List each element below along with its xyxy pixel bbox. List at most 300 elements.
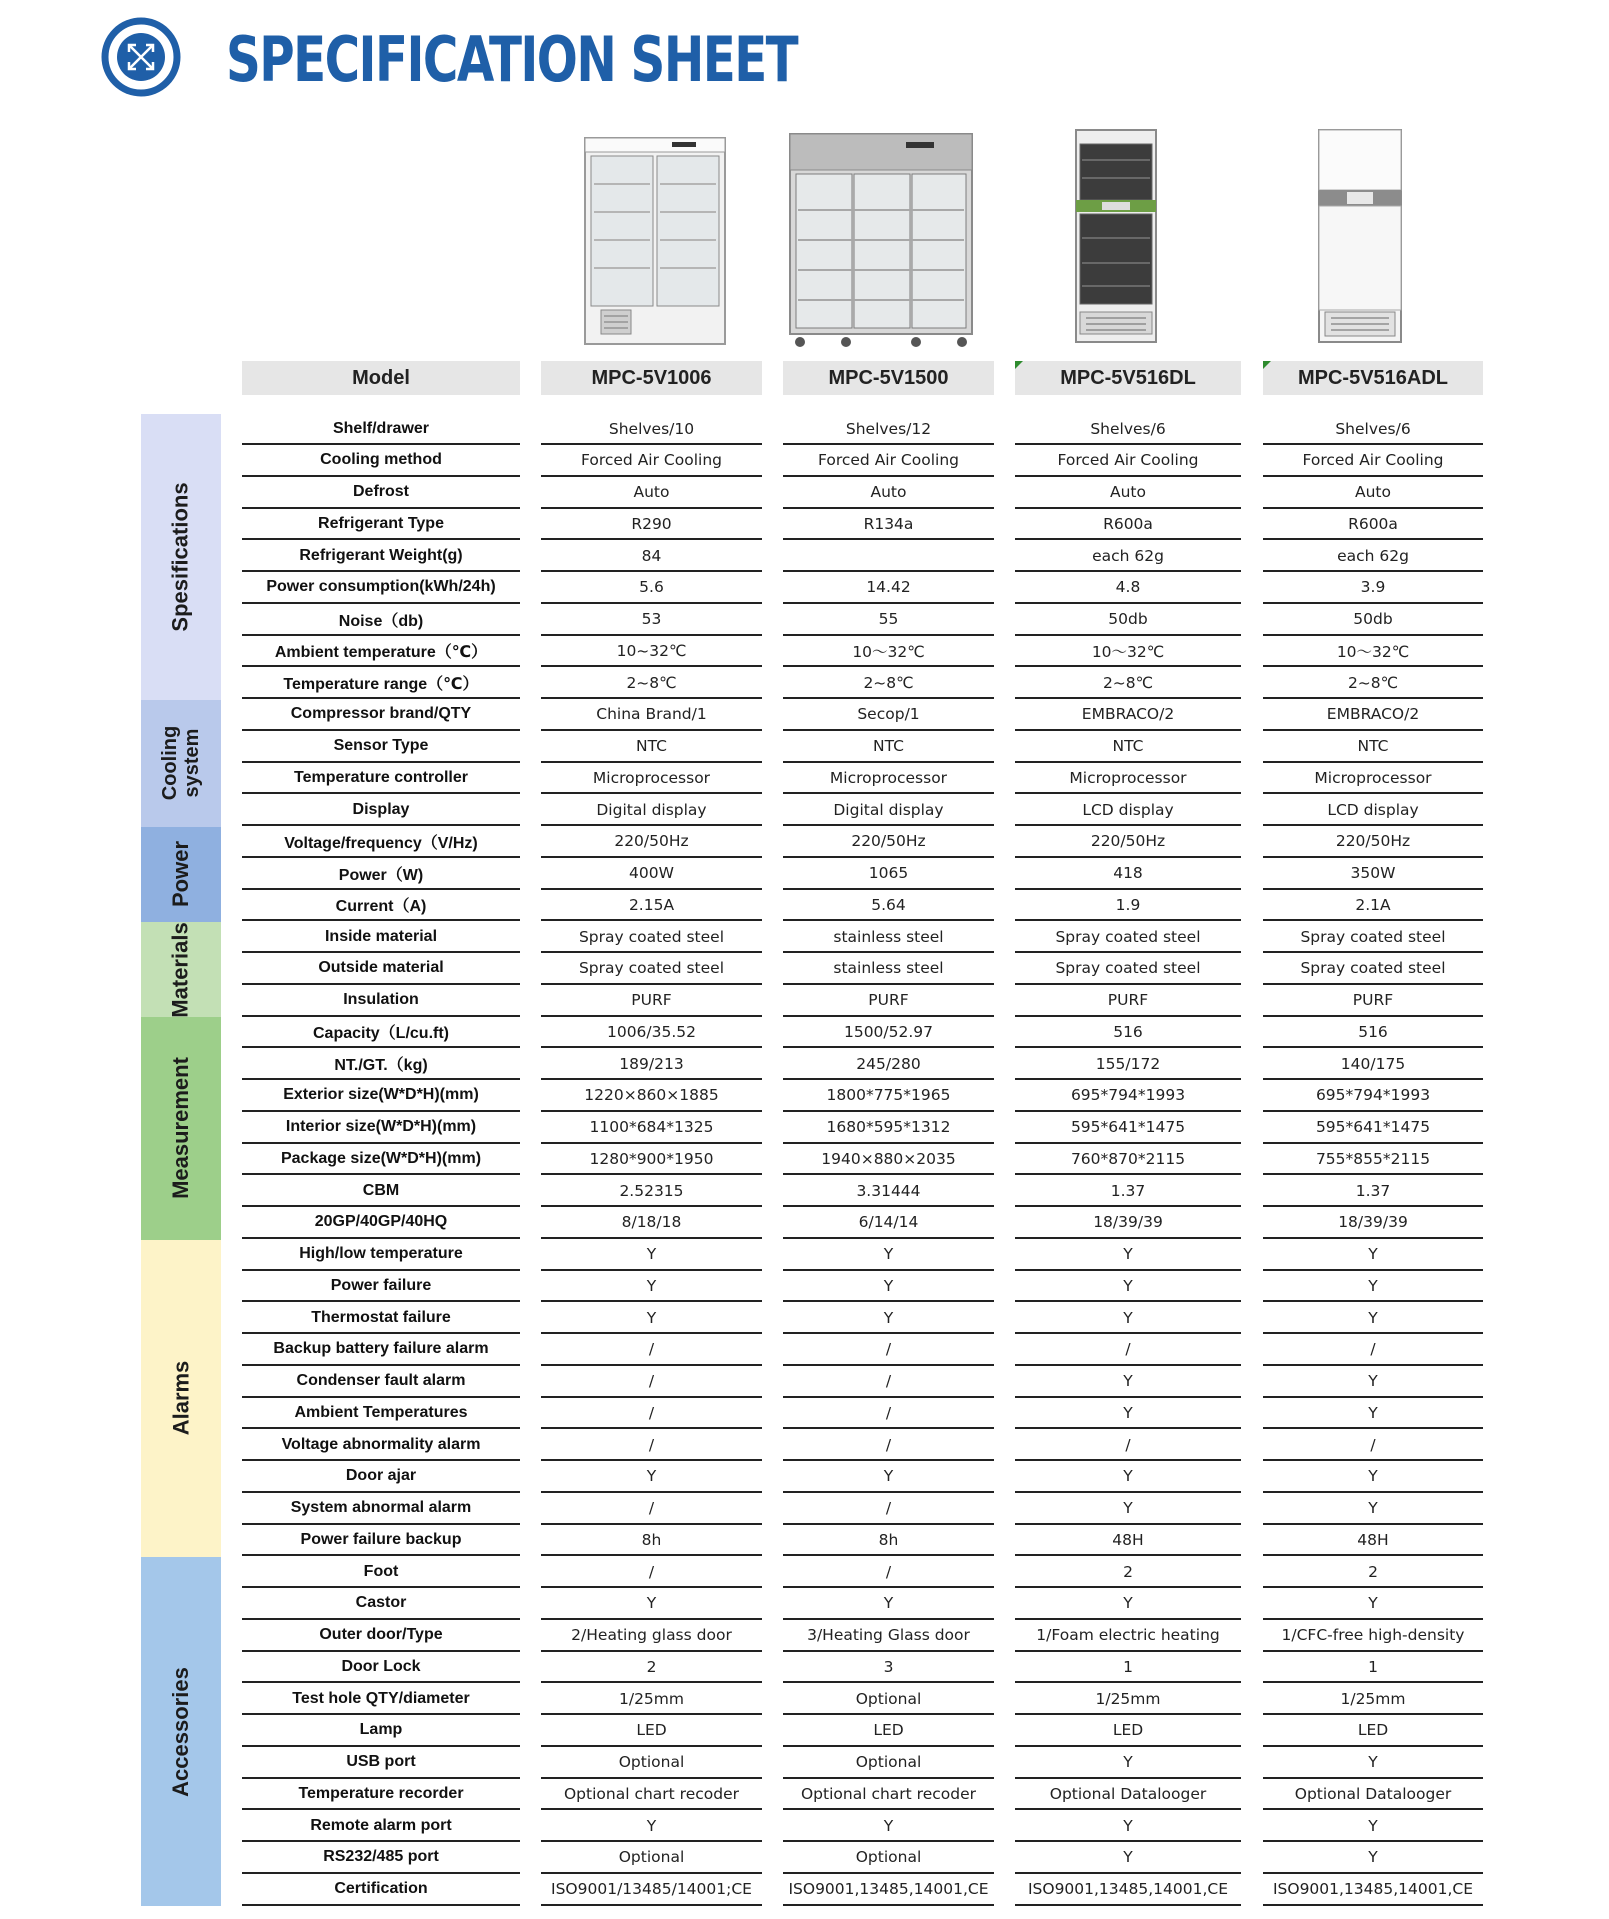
spec-value: Y xyxy=(783,1240,994,1271)
spec-label: Shelf/drawer xyxy=(242,414,520,445)
spec-row xyxy=(0,1589,1609,1621)
spec-value: / xyxy=(1263,1335,1483,1366)
spec-value: Spray coated steel xyxy=(1263,954,1483,985)
spec-value: Y xyxy=(1015,1748,1241,1779)
spec-value: Y xyxy=(541,1271,762,1302)
spec-value: Y xyxy=(541,1462,762,1493)
spec-value: / xyxy=(1263,1430,1483,1461)
spec-row xyxy=(0,1303,1609,1335)
spec-value: 2~8℃ xyxy=(1263,668,1483,699)
spec-value: 220/50Hz xyxy=(541,827,762,858)
spec-value: 1680*595*1312 xyxy=(783,1113,994,1144)
spec-value: 1065 xyxy=(783,859,994,890)
spec-label: Test hole QTY/diameter xyxy=(242,1684,520,1715)
spec-row xyxy=(0,1621,1609,1653)
spec-label: Voltage abnormality alarm xyxy=(242,1430,520,1461)
spec-row xyxy=(0,478,1609,510)
page-title: SPECIFICATION SHEET xyxy=(226,23,798,96)
spec-value: Y xyxy=(783,1271,994,1302)
spec-label: Foot xyxy=(242,1557,520,1588)
spec-value: 8h xyxy=(541,1525,762,1556)
spec-row xyxy=(0,1843,1609,1875)
spec-value: Optional xyxy=(783,1748,994,1779)
spec-value: LCD display xyxy=(1263,795,1483,826)
spec-value: 10～32℃ xyxy=(1015,636,1241,667)
spec-label: CBM xyxy=(242,1176,520,1207)
spec-value: 1/25mm xyxy=(1015,1684,1241,1715)
spec-value: Y xyxy=(541,1589,762,1620)
spec-value: 3.9 xyxy=(1263,573,1483,604)
spec-label: Compressor brand/QTY xyxy=(242,700,520,731)
spec-value: 220/50Hz xyxy=(1263,827,1483,858)
group-label: Accessories xyxy=(168,1666,193,1797)
spec-value: Y xyxy=(541,1240,762,1271)
spec-value: Secop/1 xyxy=(783,700,994,731)
model-header-mpc-5v1006: MPC-5V1006 xyxy=(541,361,762,395)
spec-value: / xyxy=(541,1398,762,1429)
spec-label: Outer door/Type xyxy=(242,1621,520,1652)
spec-row xyxy=(0,1335,1609,1367)
spec-label: Noise（db) xyxy=(242,605,520,636)
spec-value: 1.37 xyxy=(1263,1176,1483,1207)
spec-value: Spray coated steel xyxy=(541,954,762,985)
spec-value: 2.1A xyxy=(1263,890,1483,921)
spec-value: Y xyxy=(541,1303,762,1334)
spec-label: Temperature controller xyxy=(242,763,520,794)
spec-value: Y xyxy=(1015,1271,1241,1302)
spec-value: 5.64 xyxy=(783,890,994,921)
spec-value: Y xyxy=(1263,1271,1483,1302)
spec-value: 2~8℃ xyxy=(783,668,994,699)
group-label: Measurement xyxy=(168,1057,193,1200)
spec-value: Y xyxy=(1015,1367,1241,1398)
spec-value: 14.42 xyxy=(783,573,994,604)
spec-value: 2~8℃ xyxy=(541,668,762,699)
spec-value: Y xyxy=(1263,1748,1483,1779)
spec-row xyxy=(0,1176,1609,1208)
spec-label: Cooling method xyxy=(242,446,520,477)
spec-value: EMBRACO/2 xyxy=(1015,700,1241,731)
spec-row xyxy=(0,1240,1609,1272)
spec-label: Power failure backup xyxy=(242,1525,520,1556)
spec-value: PURF xyxy=(1263,986,1483,1017)
spec-value: Microprocessor xyxy=(783,763,994,794)
spec-table xyxy=(0,414,1609,1906)
spec-value: Auto xyxy=(541,478,762,509)
spec-value: Y xyxy=(1263,1811,1483,1842)
spec-value: Forced Air Cooling xyxy=(541,446,762,477)
spec-label: Voltage/frequency（V/Hz) xyxy=(242,827,520,858)
spec-label: Backup battery failure alarm xyxy=(242,1335,520,1366)
spec-value: Shelves/6 xyxy=(1263,414,1483,445)
spec-label: Door Lock xyxy=(242,1652,520,1683)
spec-label: System abnormal alarm xyxy=(242,1494,520,1525)
product-image-mpc-5v516dl xyxy=(1072,128,1160,350)
product-image-mpc-5v1006 xyxy=(580,134,730,350)
spec-value: R290 xyxy=(541,509,762,540)
spec-value: Auto xyxy=(1015,478,1241,509)
spec-value: / xyxy=(541,1367,762,1398)
spec-row xyxy=(0,1017,1609,1049)
spec-label: Remote alarm port xyxy=(242,1811,520,1842)
spec-row xyxy=(0,1430,1609,1462)
spec-value: LED xyxy=(783,1716,994,1747)
spec-value: 350W xyxy=(1263,859,1483,890)
spec-value: 10~32℃ xyxy=(541,636,762,667)
spec-value: 1/CFC-free high-density xyxy=(1263,1621,1483,1652)
spec-row xyxy=(0,827,1609,859)
spec-row xyxy=(0,795,1609,827)
spec-value: LED xyxy=(1263,1716,1483,1747)
spec-value: 1280*900*1950 xyxy=(541,1144,762,1175)
spec-value: Y xyxy=(1015,1843,1241,1874)
spec-label: Temperature recorder xyxy=(242,1779,520,1810)
spec-label: Capacity（L/cu.ft) xyxy=(242,1017,520,1048)
spec-value: / xyxy=(783,1557,994,1588)
spec-value: 2 xyxy=(1015,1557,1241,1588)
spec-row xyxy=(0,1652,1609,1684)
spec-value: Forced Air Cooling xyxy=(1263,446,1483,477)
spec-value: / xyxy=(783,1494,994,1525)
spec-value: Shelves/12 xyxy=(783,414,994,445)
spec-value: Spray coated steel xyxy=(1015,922,1241,953)
spec-value: / xyxy=(541,1557,762,1588)
spec-row xyxy=(0,1748,1609,1780)
spec-value: 1500/52.97 xyxy=(783,1017,994,1048)
spec-label: Condenser fault alarm xyxy=(242,1367,520,1398)
expand-arrows-circle-icon xyxy=(100,16,182,98)
spec-value: 2.52315 xyxy=(541,1176,762,1207)
spec-label: Package size(W*D*H)(mm) xyxy=(242,1144,520,1175)
spec-label: NT./GT.（kg) xyxy=(242,1049,520,1080)
product-image-mpc-5v516adl xyxy=(1315,128,1405,350)
spec-value: 595*641*1475 xyxy=(1263,1113,1483,1144)
spec-value: 1220×860×1885 xyxy=(541,1081,762,1112)
spec-row xyxy=(0,1716,1609,1748)
spec-value: NTC xyxy=(1015,732,1241,763)
spec-row xyxy=(0,922,1609,954)
spec-value: / xyxy=(1015,1430,1241,1461)
spec-value: 48H xyxy=(1015,1525,1241,1556)
spec-label: RS232/485 port xyxy=(242,1843,520,1874)
group-label: Power xyxy=(168,841,193,908)
spec-label: 20GP/40GP/40HQ xyxy=(242,1208,520,1239)
spec-value: Y xyxy=(1015,1811,1241,1842)
spec-row xyxy=(0,1398,1609,1430)
spec-value: 516 xyxy=(1015,1017,1241,1048)
spec-row xyxy=(0,1271,1609,1303)
spec-value: 8h xyxy=(783,1525,994,1556)
spec-value: stainless steel xyxy=(783,922,994,953)
spec-value: 1006/35.52 xyxy=(541,1017,762,1048)
group-label: Spesifications xyxy=(168,482,193,632)
spec-value: Y xyxy=(1015,1494,1241,1525)
spec-value: ISO9001,13485,14001,CE xyxy=(1015,1875,1241,1906)
group-label: Materials xyxy=(168,921,194,1018)
spec-value: Spray coated steel xyxy=(541,922,762,953)
spec-value: Y xyxy=(1263,1398,1483,1429)
spec-value: 1100*684*1325 xyxy=(541,1113,762,1144)
spec-value: stainless steel xyxy=(783,954,994,985)
spec-row xyxy=(0,1208,1609,1240)
spec-value: NTC xyxy=(541,732,762,763)
spec-value: / xyxy=(783,1367,994,1398)
spec-value: 55 xyxy=(783,605,994,636)
spec-value: Y xyxy=(1015,1589,1241,1620)
spec-value: Y xyxy=(1263,1589,1483,1620)
spec-value: Y xyxy=(1263,1240,1483,1271)
spec-label: Lamp xyxy=(242,1716,520,1747)
group-label: Cooling system xyxy=(159,726,203,801)
spec-value: 1/25mm xyxy=(541,1684,762,1715)
spec-label: Exterior size(W*D*H)(mm) xyxy=(242,1081,520,1112)
spec-value: NTC xyxy=(1263,732,1483,763)
spec-value: 4.8 xyxy=(1015,573,1241,604)
spec-value: Optional Datalooger xyxy=(1263,1779,1483,1810)
spec-value: 50db xyxy=(1015,605,1241,636)
spec-label: Thermostat failure xyxy=(242,1303,520,1334)
spec-value: ISO9001/13485/14001;CE xyxy=(541,1875,762,1906)
spec-value: Y xyxy=(783,1589,994,1620)
spec-value: 3 xyxy=(783,1652,994,1683)
spec-value: ISO9001,13485,14001,CE xyxy=(1263,1875,1483,1906)
spec-label: Door ajar xyxy=(242,1462,520,1493)
spec-value: 2/Heating glass door xyxy=(541,1621,762,1652)
spec-value: 695*794*1993 xyxy=(1263,1081,1483,1112)
spec-value: Spray coated steel xyxy=(1015,954,1241,985)
spec-value xyxy=(783,541,994,572)
spec-value: 18/39/39 xyxy=(1263,1208,1483,1239)
spec-label: High/low temperature xyxy=(242,1240,520,1271)
spec-value: 189/213 xyxy=(541,1049,762,1080)
spec-value: 8/18/18 xyxy=(541,1208,762,1239)
spec-value: Optional xyxy=(541,1748,762,1779)
spec-label: Ambient temperature（℃） xyxy=(242,636,520,667)
spec-row xyxy=(0,890,1609,922)
spec-value: 2~8℃ xyxy=(1015,668,1241,699)
spec-value: Optional xyxy=(783,1684,994,1715)
spec-value: 1/25mm xyxy=(1263,1684,1483,1715)
spec-row xyxy=(0,1875,1609,1907)
spec-value: Y xyxy=(1015,1398,1241,1429)
spec-value: Shelves/6 xyxy=(1015,414,1241,445)
spec-label: Temperature range（℃） xyxy=(242,668,520,699)
spec-value: Y xyxy=(783,1462,994,1493)
spec-label: USB port xyxy=(242,1748,520,1779)
spec-value: each 62g xyxy=(1015,541,1241,572)
spec-value: 2.15A xyxy=(541,890,762,921)
spec-label: Inside material xyxy=(242,922,520,953)
spec-label: Display xyxy=(242,795,520,826)
spec-label: Refrigerant Type xyxy=(242,509,520,540)
spec-value: 6/14/14 xyxy=(783,1208,994,1239)
spec-value: R600a xyxy=(1015,509,1241,540)
spec-value: 595*641*1475 xyxy=(1015,1113,1241,1144)
spec-value: Forced Air Cooling xyxy=(1015,446,1241,477)
spec-value: Optional Datalooger xyxy=(1015,1779,1241,1810)
spec-label: Ambient Temperatures xyxy=(242,1398,520,1429)
spec-row xyxy=(0,446,1609,478)
spec-row xyxy=(0,1144,1609,1176)
spec-value: Y xyxy=(783,1303,994,1334)
spec-value: LCD display xyxy=(1015,795,1241,826)
spec-value: Spray coated steel xyxy=(1263,922,1483,953)
spec-value: 418 xyxy=(1015,859,1241,890)
spec-value: 1 xyxy=(1015,1652,1241,1683)
spec-value: / xyxy=(541,1335,762,1366)
spec-row xyxy=(0,700,1609,732)
spec-value: / xyxy=(541,1430,762,1461)
spec-label: Sensor Type xyxy=(242,732,520,763)
spec-label: Current（A) xyxy=(242,890,520,921)
spec-value: 695*794*1993 xyxy=(1015,1081,1241,1112)
model-header-mpc-5v516adl: MPC-5V516ADL xyxy=(1263,361,1483,395)
spec-value: each 62g xyxy=(1263,541,1483,572)
spec-row xyxy=(0,1779,1609,1811)
spec-value: Digital display xyxy=(783,795,994,826)
spec-value: R134a xyxy=(783,509,994,540)
spec-value: R600a xyxy=(1263,509,1483,540)
product-image-mpc-5v1500 xyxy=(786,130,976,350)
spec-row xyxy=(0,414,1609,446)
spec-row xyxy=(0,1462,1609,1494)
spec-value: 1 xyxy=(1263,1652,1483,1683)
spec-value: LED xyxy=(1015,1716,1241,1747)
spec-value: 84 xyxy=(541,541,762,572)
spec-value: Auto xyxy=(783,478,994,509)
spec-row xyxy=(0,509,1609,541)
spec-value: Y xyxy=(1263,1303,1483,1334)
spec-value: 48H xyxy=(1263,1525,1483,1556)
spec-label: Outside material xyxy=(242,954,520,985)
spec-label: Certification xyxy=(242,1875,520,1906)
spec-value: 10～32℃ xyxy=(783,636,994,667)
model-header-mpc-5v516dl: MPC-5V516DL xyxy=(1015,361,1241,395)
spec-value: 140/175 xyxy=(1263,1049,1483,1080)
spec-value: / xyxy=(541,1494,762,1525)
spec-value: 155/172 xyxy=(1015,1049,1241,1080)
spec-value: 245/280 xyxy=(783,1049,994,1080)
spec-row xyxy=(0,1525,1609,1557)
spec-row xyxy=(0,1367,1609,1399)
spec-value: Y xyxy=(1015,1240,1241,1271)
spec-value: 400W xyxy=(541,859,762,890)
spec-value: Y xyxy=(1015,1303,1241,1334)
spec-value: 1.37 xyxy=(1015,1176,1241,1207)
spec-value: EMBRACO/2 xyxy=(1263,700,1483,731)
spec-value: PURF xyxy=(1015,986,1241,1017)
spec-row xyxy=(0,1113,1609,1145)
spec-value: 2 xyxy=(541,1652,762,1683)
spec-value: PURF xyxy=(541,986,762,1017)
spec-value: 2 xyxy=(1263,1557,1483,1588)
spec-value: Digital display xyxy=(541,795,762,826)
spec-value: Auto xyxy=(1263,478,1483,509)
spec-value: Y xyxy=(541,1811,762,1842)
spec-row xyxy=(0,541,1609,573)
spec-value: Optional chart recoder xyxy=(783,1779,994,1810)
spec-value: Y xyxy=(1263,1843,1483,1874)
spec-label: Power（W) xyxy=(242,859,520,890)
spec-value: Y xyxy=(1015,1462,1241,1493)
spec-value: NTC xyxy=(783,732,994,763)
spec-value: 3.31444 xyxy=(783,1176,994,1207)
spec-value: 10～32℃ xyxy=(1263,636,1483,667)
spec-row xyxy=(0,763,1609,795)
spec-value: Optional xyxy=(541,1843,762,1874)
spec-value: 50db xyxy=(1263,605,1483,636)
spec-label: Power consumption(kWh/24h) xyxy=(242,573,520,604)
spec-value: Microprocessor xyxy=(1015,763,1241,794)
spec-row xyxy=(0,573,1609,605)
spec-label: Interior size(W*D*H)(mm) xyxy=(242,1113,520,1144)
model-header-mpc-5v1500: MPC-5V1500 xyxy=(783,361,994,395)
spec-value: LED xyxy=(541,1716,762,1747)
spec-value: 760*870*2115 xyxy=(1015,1144,1241,1175)
spec-value: 53 xyxy=(541,605,762,636)
spec-row xyxy=(0,636,1609,668)
spec-value: 220/50Hz xyxy=(783,827,994,858)
spec-value: Optional xyxy=(783,1843,994,1874)
spec-row xyxy=(0,1811,1609,1843)
spec-value: 220/50Hz xyxy=(1015,827,1241,858)
spec-value: 1.9 xyxy=(1015,890,1241,921)
spec-row xyxy=(0,1557,1609,1589)
spec-value: 1/Foam electric heating xyxy=(1015,1621,1241,1652)
spec-value: Y xyxy=(1263,1494,1483,1525)
spec-value: / xyxy=(1015,1335,1241,1366)
spec-row xyxy=(0,668,1609,700)
spec-value: Shelves/10 xyxy=(541,414,762,445)
spec-value: PURF xyxy=(783,986,994,1017)
spec-label: Castor xyxy=(242,1589,520,1620)
spec-value: 1800*775*1965 xyxy=(783,1081,994,1112)
spec-value: ISO9001,13485,14001,CE xyxy=(783,1875,994,1906)
spec-row xyxy=(0,1049,1609,1081)
spec-row xyxy=(0,859,1609,891)
spec-label: Insulation xyxy=(242,986,520,1017)
spec-row xyxy=(0,954,1609,986)
spec-label: Power failure xyxy=(242,1271,520,1302)
model-header-label: Model xyxy=(242,361,520,395)
spec-value: 516 xyxy=(1263,1017,1483,1048)
spec-label: Defrost xyxy=(242,478,520,509)
spec-row xyxy=(0,1081,1609,1113)
spec-value: 5.6 xyxy=(541,573,762,604)
spec-value: Microprocessor xyxy=(1263,763,1483,794)
spec-value: Y xyxy=(1263,1367,1483,1398)
group-label: Alarms xyxy=(168,1360,193,1436)
spec-value: 1940×880×2035 xyxy=(783,1144,994,1175)
spec-value: / xyxy=(783,1430,994,1461)
spec-value: Optional chart recoder xyxy=(541,1779,762,1810)
spec-row xyxy=(0,986,1609,1018)
spec-value: Microprocessor xyxy=(541,763,762,794)
spec-value: 755*855*2115 xyxy=(1263,1144,1483,1175)
spec-value: Forced Air Cooling xyxy=(783,446,994,477)
spec-label: Refrigerant Weight(g) xyxy=(242,541,520,572)
spec-value: Y xyxy=(1263,1462,1483,1493)
spec-row xyxy=(0,1494,1609,1526)
spec-value: 18/39/39 xyxy=(1015,1208,1241,1239)
spec-value: China Brand/1 xyxy=(541,700,762,731)
spec-value: / xyxy=(783,1335,994,1366)
spec-value: 3/Heating Glass door xyxy=(783,1621,994,1652)
spec-row xyxy=(0,1684,1609,1716)
spec-value: / xyxy=(783,1398,994,1429)
spec-row xyxy=(0,605,1609,637)
spec-value: Y xyxy=(783,1811,994,1842)
